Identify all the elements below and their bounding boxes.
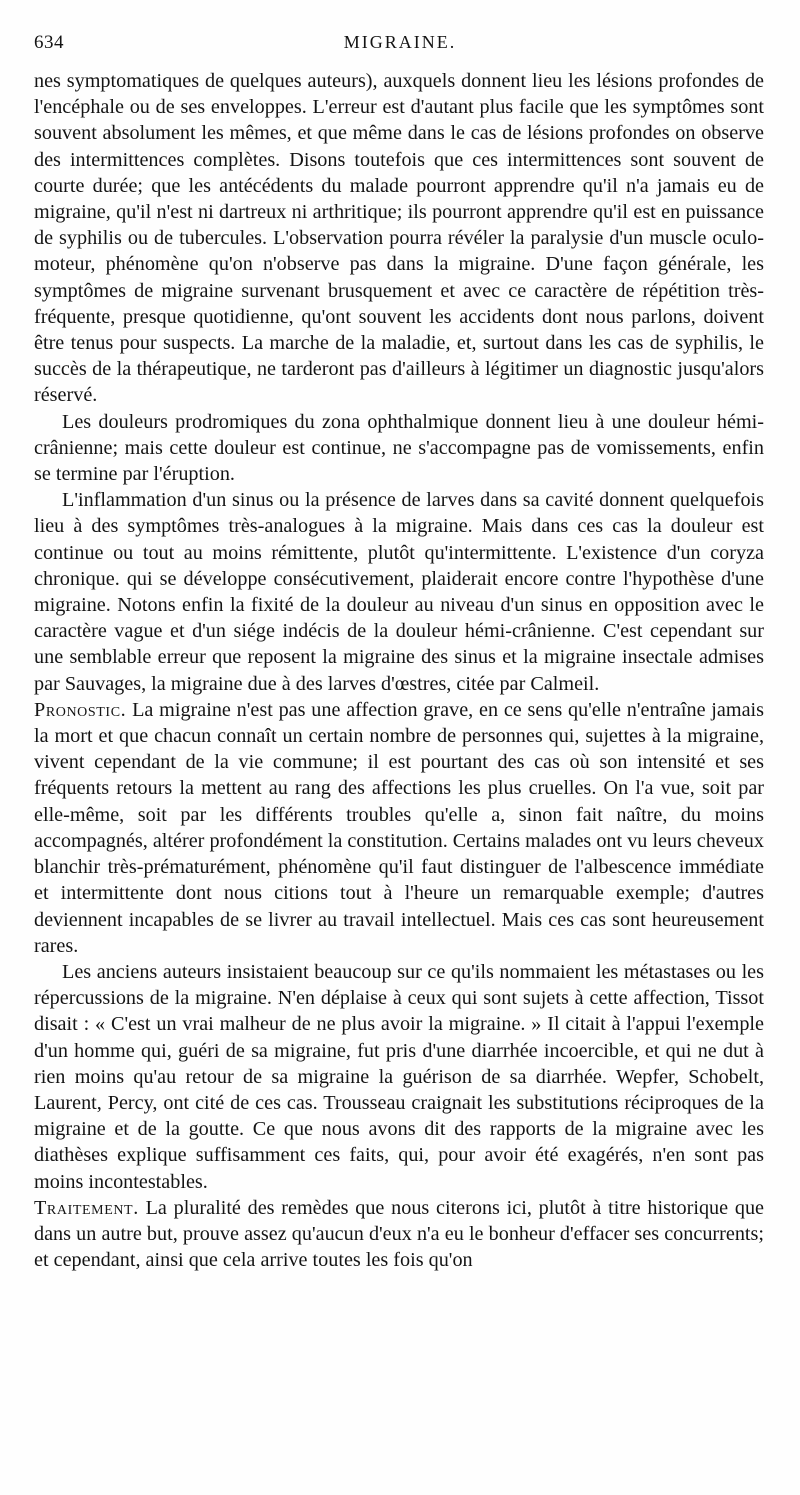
paragraph-metastases [34,959,764,1195]
paragraph-text: L'inflammation d'un sinus ou la présence de larves dans sa cavité donnent quelquefois lieu à des symptômes très-analogues à la migraine. Mais dans ces cas la douleur est continue ou tout au moins rémittente, plutôt qu'intermittente. L'existence d'un coryza chronique. qui se développe consécutivement, plaiderait encore contre l'hypothèse d'une migraine. Notons enfin la fixité de la douleur au niveau d'un sinus en opposition avec le caractère vague et d'un siége indécis de la douleur hémi-crânienne. C'est cependant sur une semblable erreur que reposent la migraine des sinus et la migraine insectale admises par Sauvages, la migraine due à des larves d'œstres, citée par Calmeil. [34,489,764,695]
body-text [34,68,764,1273]
paragraph-zona [34,409,764,488]
section-heading-traitement: Traitement. [34,1196,139,1219]
page-number: 634 [34,32,64,53]
paragraph-text: Les anciens auteurs insistaient beaucoup sur ce qu'ils nommaient les métastases ou les répercussions de la migraine. N'en déplaise à ceux qui sont sujets à cette affection, Tissot disait : « C'est un vrai malheur de ne plus avoir la migraine. » Il citait à l'appui l'exemple d'un homme qui, guéri de sa migraine, fut pris d'une diarrhée incoercible, et qui ne dut à rien moins qu'au retour de sa migraine la guérison de sa diarrhée. Wepfer, Schobelt, Laurent, Percy, ont cité de ces cas. Trousseau craignait les substitutions réciproques de la migraine et de la goutte. Ce que nous avons dit des rapports de la migraine avec les diathèses explique suffisamment ces faits, qui, pour avoir été exagérés, n'en sont pas moins incontestables. [34,960,764,1193]
paragraph-text: Les douleurs prodromiques du zona ophthalmique donnent lieu à une douleur hémi-crânienne; mais cette douleur est continue, ne s'accompagne pas de vomissements, enfin se termine par l'éruption. [34,410,764,486]
running-title: MIGRAINE. [343,32,457,52]
paragraph-pronostic [34,697,764,959]
paragraph-sinus [34,487,764,697]
section-heading-pronostic: Pronostic. [34,698,127,721]
paragraph-text: nes symptomatiques de quelques auteurs), auxquels donnent lieu les lésions profondes de l'encéphale ou de ses enveloppes. L'erreur est d'autant plus facile que les symptômes sont souvent absolument les mêmes, et que même dans le cas de lésions profondes on observe des intermittences complètes. Disons toutefois que ces intermittences sont souvent de courte durée; que les antécédents du malade pourront apprendre qu'il n'a jamais eu de migraine, qu'il n'est ni dartreux ni arthritique; ils pourront apprendre qu'il est en puissance de syphilis ou de tubercules. L'observation pourra révéler la paralysie d'un muscle oculo-moteur, phénomène qu'on n'observe pas dans la migraine. D'une façon générale, les symptômes de migraine survenant brusquement et avec ce caractère de répétition très-fréquente, presque quotidienne, qu'ont souvent les accidents dont nous parlons, doivent être tenus pour suspects. La marche de la maladie, et, surtout dans les cas de syphilis, le succès de la thérapeutique, ne tarderont pas d'ailleurs à légitimer un diagnostic jusqu'alors réservé. [34,70,764,407]
running-header [34,32,766,56]
paragraph-diagnosis-continued [34,68,764,409]
paragraph-text: La pluralité des remèdes que nous citerons ici, plutôt à titre historique que dans un autre but, prouve assez qu'aucun d'eux n'a eu le bonheur d'effacer ses concurrents; et cependant, ainsi que cela arrive toutes les fois qu'on [34,1196,764,1272]
paragraph-text: La migraine n'est pas une affection grave, en ce sens qu'elle n'entraîne jamais la mort et que chacun connaît un certain nombre de personnes qui, sujettes à la migraine, vivent cependant de la vie commune; il est pourtant des cas où son intensité et ses fréquents retours la mettent au rang des affections les plus cruelles. On l'a vue, soit par elle-même, soit par les différents troubles qu'elle a, sinon fait naître, du moins accompagnés, altérer profondément la constitution. Certains malades ont vu leurs cheveux blanchir très-prématurément, phénomène qu'il faut distinguer de l'albescence immédiate et intermittente dont nous citions tout à l'heure un remarquable exemple; d'autres deviennent incapables de se livrer au travail intellectuel. Mais ces cas sont heureusement rares. [34,698,765,957]
paragraph-traitement [34,1195,764,1274]
